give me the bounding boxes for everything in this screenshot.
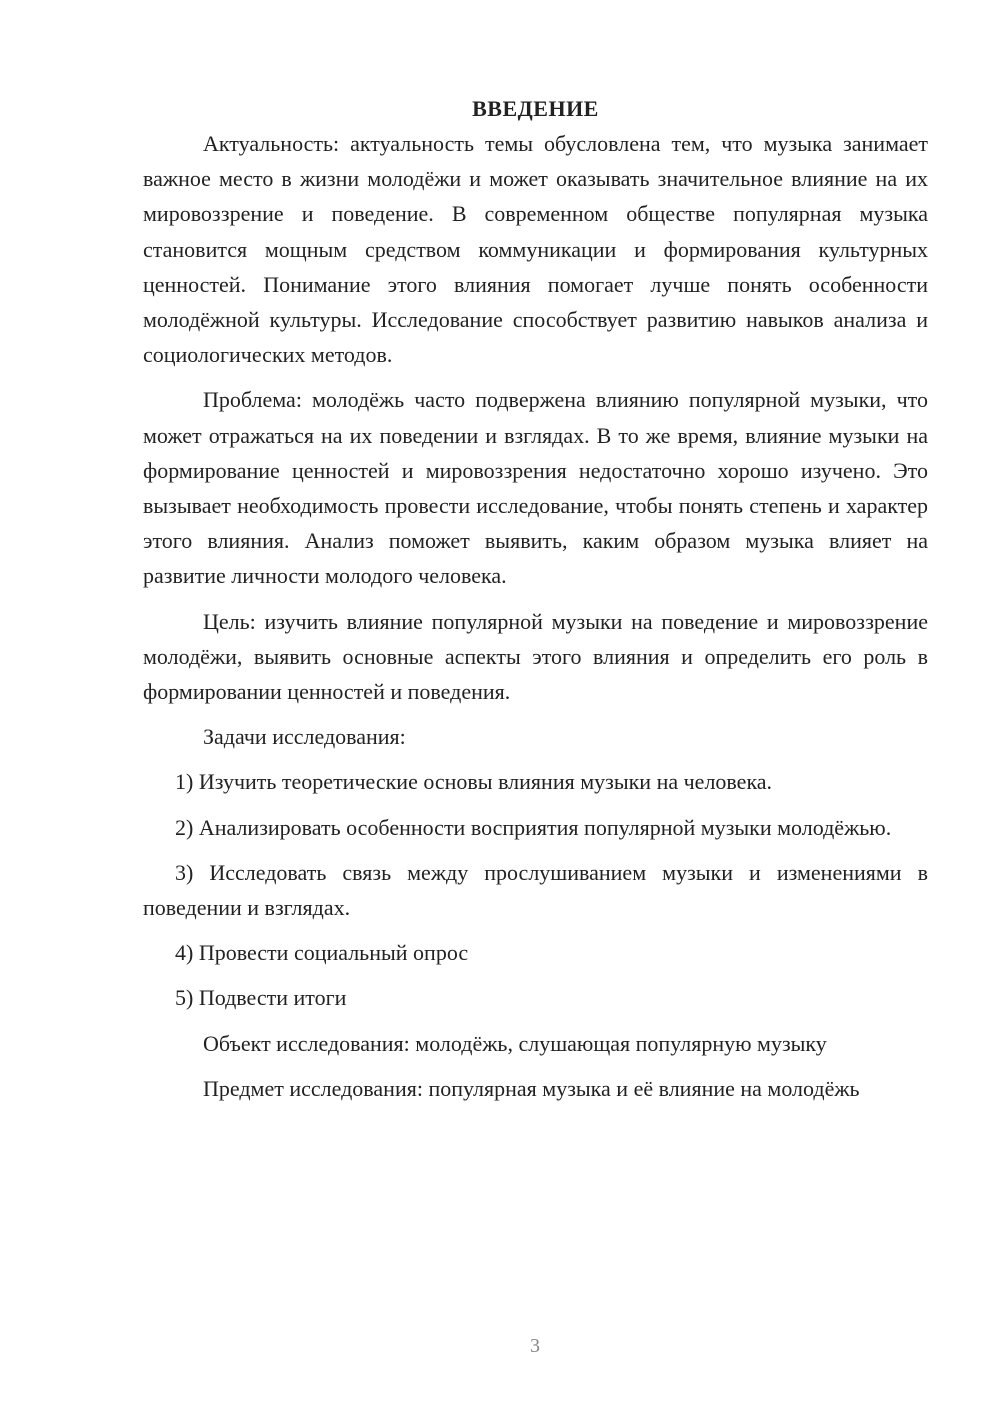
task-item: 4) Провести социальный опрос [175,940,469,966]
page-content [143,94,928,1116]
page-number: 3 [530,1335,540,1357]
problem-paragraph: Проблема: молодёжь часто подвержена влиянию популярной музыки, что может отражаться на их поведении и взглядах. В то же время, влияние музыки на формирование ценностей и мировоззрения недостаточно хорошо изучено. Это вызывает необходимость провести исследование, чтобы понять степень и характер этого влияния. Анализ поможет выявить, каким образом музыка влияет на развитие личности молодого человека. [143,387,928,589]
research-subject: Предмет исследования: популярная музыка и её влияние на молодёжь [203,1075,860,1101]
page-title: ВВЕДЕНИЕ [472,96,599,121]
goal-paragraph: Цель: изучить влияние популярной музыки на поведение и мировоззрение молодёжи, выявить основные аспекты этого влияния и определить его роль в формировании ценностей и поведения. [143,608,928,705]
tasks-heading: Задачи исследования: [203,724,406,750]
task-item: 2) Анализировать особенности восприятия популярной музыки молодёжью. [175,814,892,840]
research-object: Объект исследования: молодёжь, слушающая популярную музыку [203,1030,827,1056]
relevance-paragraph: Актуальность: актуальность темы обусловлена тем, что музыка занимает важное место в жизни молодёжи и может оказывать значительное влияние на их мировоззрение и поведение. В современном обществе популярная музыка становится мощным средством коммуникации и формирования культурных ценностей. Понимание этого влияния помогает лучше понять особенности молодёжной культуры. Исследование способствует развитию навыков анализа и социологических методов. [143,131,928,368]
task-item: 3) Исследовать связь между прослушиванием музыки и изменениями в поведении и взглядах. [143,859,928,921]
task-item: 5) Подвести итоги [175,985,347,1011]
task-item: 1) Изучить теоретические основы влияния музыки на человека. [175,769,773,795]
